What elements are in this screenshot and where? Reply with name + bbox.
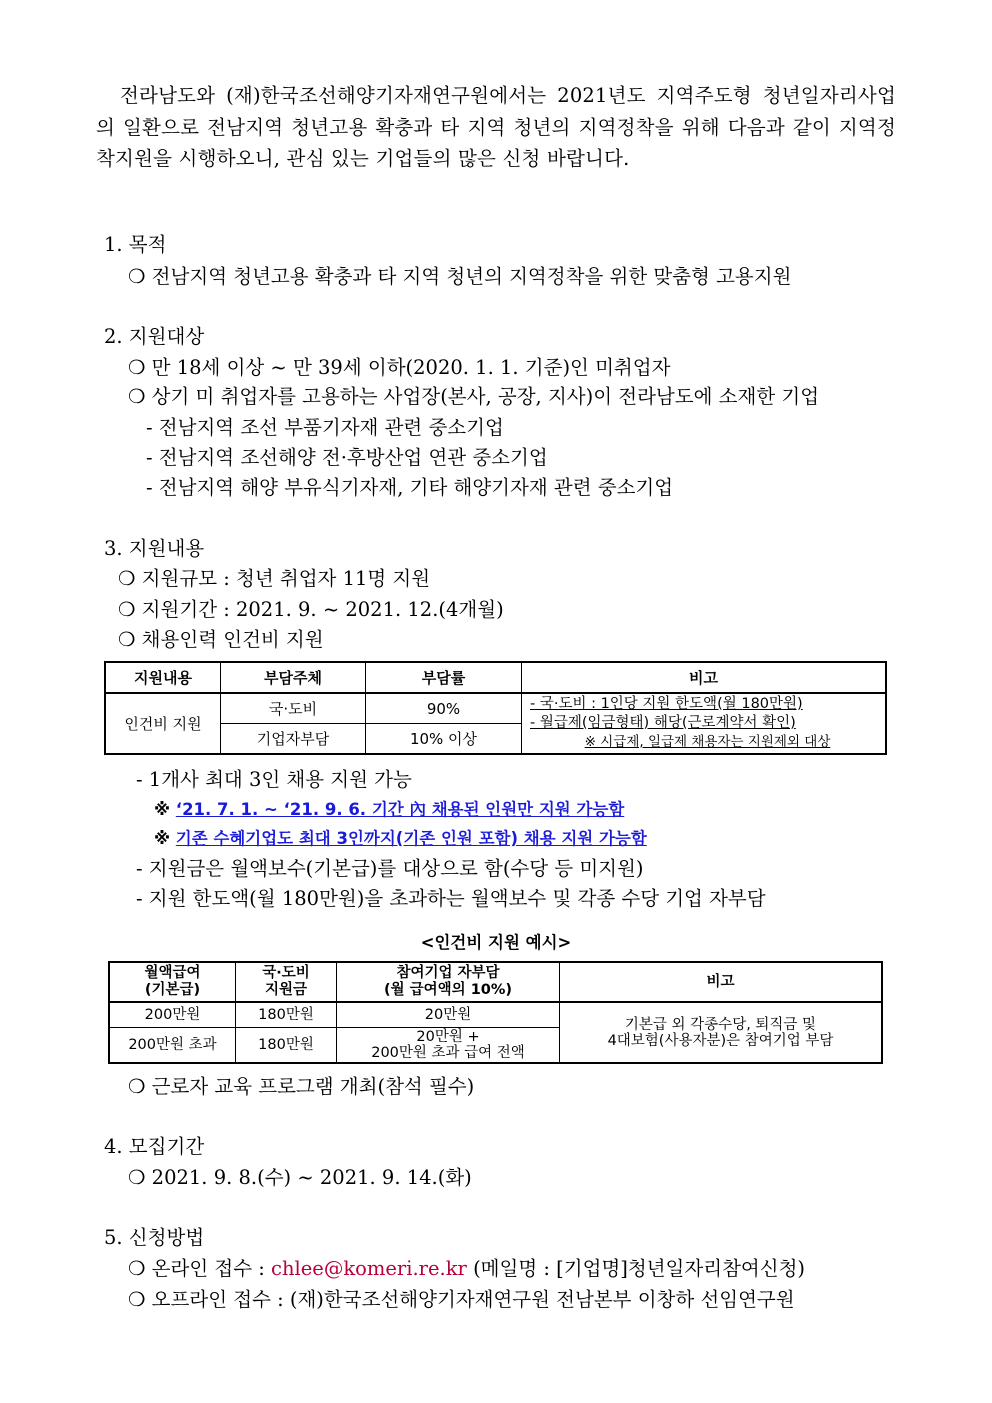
cell-subsidy: 180만원 xyxy=(236,1002,337,1028)
col-header-remark: 비고 xyxy=(522,662,887,693)
section-1-heading: 1. 목적 xyxy=(104,233,167,256)
note-mark: ※ xyxy=(154,800,176,819)
cost-share-table xyxy=(104,661,887,755)
education-program: ❍ 근로자 교육 프로그램 개최(참석 필수) xyxy=(128,1075,475,1098)
section-4-heading: 4. 모집기간 xyxy=(104,1135,205,1158)
online-suffix: (메일명 : [기업명]청년일자리참여신청) xyxy=(466,1257,806,1280)
cell-company-burden: 20만원 + 200만원 초과 급여 전액 xyxy=(337,1028,560,1064)
support-scale: ❍ 지원규모 : 청년 취업자 11명 지원 xyxy=(118,567,431,590)
support-period: ❍ 지원기간 : 2021. 9. ~ 2021. 12.(4개월) xyxy=(118,598,504,621)
section-2-heading: 2. 지원대상 xyxy=(104,325,205,348)
online-prefix: ❍ 온라인 접수 : xyxy=(128,1257,272,1280)
note-hire-period xyxy=(154,797,624,823)
target-sub-1: - 전남지역 조선 부품기자재 관련 중소기업 xyxy=(146,416,504,439)
section-5-heading: 5. 신청방법 xyxy=(104,1226,205,1249)
email-link[interactable]: chlee@komeri.re.kr xyxy=(271,1257,467,1280)
cell-rate: 90% xyxy=(366,693,522,724)
table-row xyxy=(109,1002,882,1028)
note-existing-beneficiary-text: 기존 수혜기업도 최대 3인까지(기존 인원 포함) 채용 지원 가능함 xyxy=(175,829,647,848)
section-3-heading: 3. 지원내용 xyxy=(104,537,205,560)
cell-rate: 10% 이상 xyxy=(366,724,522,755)
cell-company-burden: 20만원 xyxy=(337,1002,560,1028)
remark-cell xyxy=(522,693,887,754)
example-table xyxy=(108,961,883,1064)
online-application xyxy=(128,1256,805,1282)
col-header-content: 지원내용 xyxy=(105,662,221,693)
cell-subject: 국·도비 xyxy=(221,693,366,724)
condition-excess-burden: - 지원 한도액(월 180만원)을 초과하는 월액보수 및 각종 수당 기업 자부담 xyxy=(136,887,766,910)
cell-salary: 200만원 초과 xyxy=(109,1028,236,1064)
recruitment-period: ❍ 2021. 9. 8.(수) ~ 2021. 9. 14.(화) xyxy=(128,1166,472,1189)
intro-paragraph: 전라남도와 (재)한국조선해양기자재연구원에서는 2021년도 지역주도형 청년일자리사업의 일환으로 전남지역 청년고용 확충과 타 지역 청년의 지역정착을 위해 다음과 같이 지역정착지원을 시행하오니, 관심 있는 기업들의 많은 신청 바랍니다. xyxy=(96,84,896,170)
col-header-subject: 부담주체 xyxy=(221,662,366,693)
example-remark-cell: 기본급 외 각종수당, 퇴직금 및 4대보험(사용자분)은 참여기업 부담 xyxy=(560,1002,883,1063)
remark-line-2: - 월급제(임금형태) 해당(근로계약서 확인) xyxy=(530,715,796,731)
example-table-title: <인건비 지원 예시> xyxy=(420,933,572,952)
purpose-item: ❍ 전남지역 청년고용 확충과 타 지역 청년의 지역정착을 위한 맞춤형 고용지원 xyxy=(128,265,792,288)
note-mark: ※ xyxy=(154,829,176,848)
cell-subject: 기업자부담 xyxy=(221,724,366,755)
support-labor-cost: ❍ 채용인력 인건비 지원 xyxy=(118,628,324,651)
col-header-subsidy: 국·도비 지원금 xyxy=(236,962,337,1002)
target-item-age: ❍ 만 18세 이상 ~ 만 39세 이하(2020. 1. 1. 기준)인 미취업자 xyxy=(128,356,671,379)
cell-subsidy: 180만원 xyxy=(236,1028,337,1064)
condition-max-hires: - 1개사 최대 3인 채용 지원 가능 xyxy=(136,768,412,791)
col-header-rate: 부담률 xyxy=(366,662,522,693)
note-existing-beneficiary xyxy=(154,826,647,852)
cell-salary: 200만원 xyxy=(109,1002,236,1028)
target-sub-2: - 전남지역 조선해양 전·후방산업 연관 중소기업 xyxy=(146,446,548,469)
remark-line-3: ※ 시급제, 일급제 채용자는 지원제외 대상 xyxy=(584,734,831,750)
table-header-row xyxy=(109,962,882,1002)
col-header-remark: 비고 xyxy=(560,962,883,1002)
target-item-company: ❍ 상기 미 취업자를 고용하는 사업장(본사, 공장, 지사)이 전라남도에 소재한 기업 xyxy=(128,385,820,408)
condition-base-salary: - 지원금은 월액보수(기본급)를 대상으로 함(수당 등 미지원) xyxy=(136,857,644,880)
row-label: 인건비 지원 xyxy=(105,693,221,754)
table-row xyxy=(105,693,886,724)
target-sub-3: - 전남지역 해양 부유식기자재, 기타 해양기자재 관련 중소기업 xyxy=(146,476,674,499)
table-header-row xyxy=(105,662,886,693)
remark-line-1: - 국·도비 : 1인당 지원 한도액(월 180만원) xyxy=(530,696,803,712)
offline-application: ❍ 오프라인 접수 : (재)한국조선해양기자재연구원 전남본부 이창하 선임연구원 xyxy=(128,1288,795,1311)
col-header-salary: 월액급여 (기본급) xyxy=(109,962,236,1002)
note-hire-period-text: ‘21. 7. 1. ~ ‘21. 9. 6. 기간 內 채용된 인원만 지원 가능함 xyxy=(175,800,625,819)
col-header-company-burden: 참여기업 자부담 (월 급여액의 10%) xyxy=(337,962,560,1002)
